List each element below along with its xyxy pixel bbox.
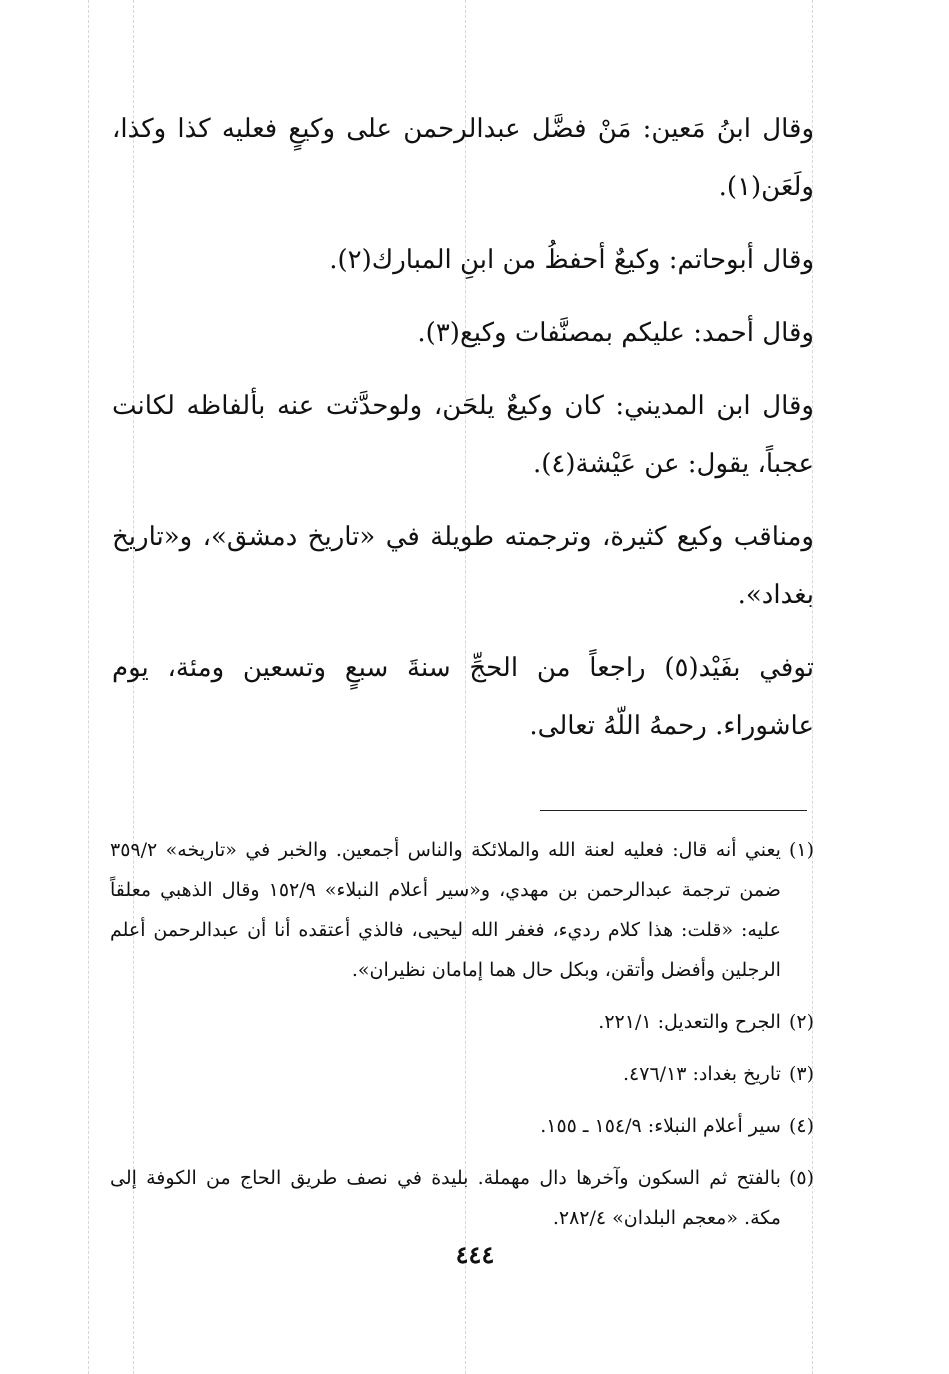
footnote-text: الجرح والتعديل: ٢٢١/١. [598, 1011, 781, 1033]
footnote-text: يعني أنه قال: فعليه لعنة الله والملائكة والناس أجمعين. والخبر في «تاريخه» ٣٥٩/٢ ضمن ترجمة عبدالرحمن بن مهدي، و«سير أعلام النبلاء» ١٥٢/٩ وقال الذهبي معلقاً عليه: «قلت: هذا كلام رديء، فغفر الله ليحيى، فالذي أعتقده أنا أن عبدالرحمن أعلم الرجلين وأفضل وأتقن، وبكل حال هما إمامان نظيران». [110, 839, 781, 981]
footnote-item [110, 830, 814, 990]
footnote-text: سير أعلام النبلاء: ١٥٤/٩ ـ ١٥٥. [540, 1115, 781, 1137]
footnotes [110, 830, 814, 1250]
footnote-item [110, 1002, 814, 1042]
paragraph-manaqib: ومناقب وكيع كثيرة، وترجمته طويلة في «تاريخ دمشق»، و«تاريخ بغداد». [112, 522, 814, 610]
footnote-separator [540, 810, 807, 811]
footnote-number: (١) [788, 839, 814, 861]
paragraph-death: توفي بفَيْد(٥) راجعاً من الحجِّ سنةَ سبعٍ وتسعين ومئة، يوم عاشوراء. رحمهُ اللّهُ تعالى. [112, 653, 815, 741]
footnote-number: (٥) [788, 1167, 814, 1189]
footnote-item [110, 1106, 814, 1146]
footnote-text: بالفتح ثم السكون وآخرها دال مهملة. بليدة في نصف طريق الحاج من الكوفة إلى مكة. «معجم البلدان» ٢٨٢/٤. [110, 1167, 781, 1229]
footnote-number: (٢) [788, 1011, 814, 1033]
main-text [112, 100, 814, 770]
scan-guide-line [88, 0, 89, 1374]
footnote-text: تاريخ بغداد: ٤٧٦/١٣. [623, 1063, 781, 1085]
paragraph-abu-hatim: وقال أبوحاتم: وكيعٌ أحفظُ من ابنِ المبارك(٢). [329, 245, 814, 275]
footnote-item [110, 1054, 814, 1094]
paragraph-ahmad: وقال أحمد: عليكم بمصنَّفات وكيع(٣). [417, 318, 814, 348]
paragraph-ibn-maeen: وقال ابنُ مَعين: مَنْ فضَّل عبدالرحمن على وكيعٍ فعليه كذا وكذا، ولَعَن(١). [112, 114, 814, 202]
paragraph-ibn-al-madini: وقال ابن المديني: كان وكيعٌ يلحَن، ولوحدَّثت عنه بألفاظه لكانت عجباً، يقول: عن عَيْشة(٤). [112, 391, 814, 479]
footnote-item [110, 1158, 814, 1238]
page-number: ٤٤٤ [455, 1240, 495, 1269]
footnote-number: (٤) [788, 1115, 814, 1137]
footnote-number: (٣) [788, 1063, 814, 1085]
